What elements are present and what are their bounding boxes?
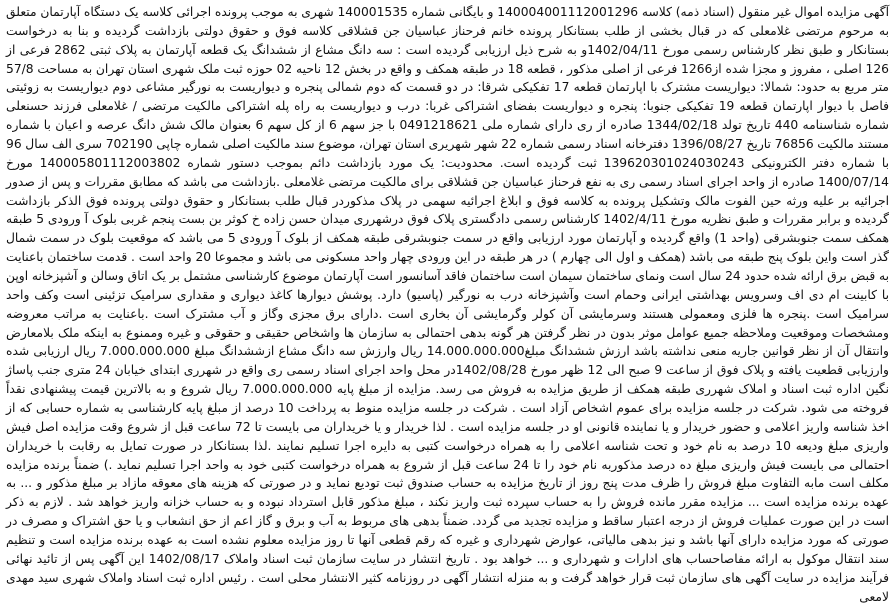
auction-notice-text: آگهی مزایده اموال غیر منقول (اسناد ذمه) کلاسه 140004001112001296 و بایگانی شماره 140001535 شهری به موجب پرونده اجرائی کلاسه یک دستگاه آپارتمان متعلق به مرحوم مرتضی غلامعلی که در قبال بخشی از طلب بستانکار پرونده خانم فرحناز عباسیان جن قشلاقی کلاسه فوق و حقوق دولتی بازداشت گردیده و بنا به درخواست بستانکار و طبق نظر کارشناس رسمی مورخ 1402/04/11و به شرح ذیل ارزیابی گردیده است : سه دانگ مشاع از ششدانگ یک قطعه آپارتمان به پلاک ثبتی 2862 فرعی از 126 اصلی ، مفروز و مجزا شده از1266 فرعی از اصلی مذکور ، قطعه 18 در طبقه همکف و واقع در بخش 12 ناحیه 02 حوزه ثبت ملک شهری استان تهران به مساحت 57/8 متر مربع به حدود: شمالا: دیواریست مشترک با اپارتمان قطعه 17 تفکیکی شرقا: در دو قسمت که دوم شمالی پنجره و دیواریست به نورگیر مشاعی دوم دیواریست به زوئیتی فاصل با دیوار اپارتمان قطعه 19 تفکیکی جنوبا: پنجره و دیواریست بفضای اشتراکی غربا: درب و دیواریست به راه پله اشتراکی مالکیت مرتضی / غلامعلی فرزند حسنعلی شماره شناسنامه 440 تاریخ تولد 1344/02/18 صادره از ری دارای شماره ملی 0491218621 با جز سهم 6 از کل سهم 6 بعنوان مالک شش دانگ عرصه و اعیان با شماره مستند مالکیت 76856 تاریخ 1396/08/27 دفترخانه اسناد رسمی شماره 22 شهر شهریری استان تهران، موضوع سند مالکیت اصلی شماره چاپی 702190 سری الف سال 96 با شماره دفتر الکترونیکی 139620301024030243 ثبت گردیده است. محدودیت: یک مورد بازداشت دائم بموجب دستور شماره 140005801112003802 مورخ 1400/07/14 صادره از واحد اجرای اسناد رسمی ری به نفع فرحناز عباسیان جن قشلاقی برای مالکیت مرتضی غلامعلی .بازداشت می باشد که مطابق مقررات و پس از صدور اجرائیه بر علیه ورثه حین الفوت مالک وتشکیل پرونده به کلاسه فوق و ابلاغ اجرائیه سهمی در پلاک مذکوردر قبال طلب بستانکار و حقوق دولتی پرونده فوق الذکر بازداشت گردیده و برابر مقررات و طبق نظریه مورخ 1402/4/11 کارشناس رسمی دادگستری پلاک فوق درشهرری میدان حسن زاده خ کوثر بن بست پنجم غربی بلوک آ ورودی 5 طبقه همکف سمت جنوبشرقی (واحد 1) واقع گردیده و آپارتمان مورد ارزیابی واقع در سمت جنوبشرقی طبقه همکف از بلوک آ ورودی 5 می باشد که موقعیت بلوک در سمت شمال گذر است واین بلوک پنج طبقه می باشد (همکف و اول الی چهارم ) در هر طبقه در این ورودی چهار واحد مسکونی می باشد و مجموعا 20 واحد است . قدمت ساختمان باعنایت به قبض برق ارائه شده حدود 24 سال است ونمای ساختمان سیمان است ساختمان فاقد آسانسور است آپارتمان موضوع کارشناسی مشتمل بر یک اتاق وسالن و آشپزخانه اوپن با کابینت ام دی اف وسرویس بهداشتی ایرانی وحمام است وآشپزخانه درب به نورگیر (پاسیو) دارد. پوشش دیوارها کاغذ دیواری و مقداری سرامیک تزئینی است وکف واحد سرامیک است .پنجره ها فلزی ومعمولی هستند وسرمایشی آن کولر وگرمایشی آن بخاری است .دارای برق مجزی وگاز و آب مشترک است .باعنایت به مراتب معروضه ومشخصات وموقعیت وملاحظه جمیع عوامل موثر بدون در نظر گرفتن هر گونه بدهی احتمالی به سازمان ها واشخاص حقیقی و حقوقی و غیره وممنوع به اینکه ملک بلامعارض وانتقال آن از نظر قوانین جاریه منعی نداشته باشد ارزش ششدانگ مبلغ14.000.000.000 ریال وارزش سه دانگ مشاع ازششدانگ مبلغ 7.000.000.000 ریال ارزیابی شده وارزیابی قطعیت یافته و پلاک فوق از ساعت 9 صبح الی 12 ظهر مورخ 1402/08/28در محل واحد اجرای اسناد رسمی ری واقع در شهرری ابتدای خیابان 24 متری جنب پاساژ نگین اداره ثبت اسناد و املاک شهرری طبقه همکف از طریق مزایده به فروش می رسد. مزایده از مبلغ پایه 7.000.000.000 ریال شروع و به بالاترین قیمت پیشنهادی نقداً فروخته می شود. شرکت در جلسه مزایده برای عموم اشخاص آزاد است . شرکت در جلسه مزایده منوط به پرداخت 10 درصد از مبلغ پایه کارشناسی به شماره حسابی که از اخذ شناسه واریز اعلامی و حضور خریدار و یا نماینده قانونی او در جلسه مزایده است . لذا خریدار و یا خریداران می بایست تا 72 ساعت قبل از شروع وقت مزایده اصل فیش واریزی مبلغ ودیعه 10 درصد به نام خود و تحت شناسه اعلامی را به همراه درخواست کتبی به دایره اجرا تسلیم نمایند .لذا بستانکار در صورت تمایل به رقابت با خریداران احتمالی می بایست فیش واریزی مبلغ ده درصد مذکوربه نام خود را تا 24 ساعت قبل از شروع به همراه درخواست کتبی خود به واحد اجرا تسلیم نماید .) ضمناً برنده مزایده مکلف است مابه التفاوت مبلغ فروش را ظرف مدت پنج روز از تاریخ مزایده به حساب صندوق ثبت تودیع نماید و در صورتی که هزینه های معوقه مازاد بر مبلغ مذکور و ... به عهده برنده مزایده است ... مزایده مقرر مانده فروش را به حساب سپرده ثبت واریز نکند ، مبلغ مذکور قابل استرداد نبوده و به حساب خزانه واریز خواهد شد . لازم به ذکر است در این صورت عملیات فروش از درجه اعتبار ساقط و مزایده تجدید می گردد. ضمناً بدهی های مربوط به آب و برق و گاز اعم از حق انشعاب و یا حق اشتراک و مصرف در صورتی که مورد مزایده دارای آنها باشد و نیز بدهی مالیاتی، عوارض شهرداری و غیره که رقم قطعی آنها تا روز مزایده معلوم نشده است به عهده برنده مزایده است و تنظیم سند انتقال موکول به ارائه مفاصاحساب های ادارات و شهرداری و ... خواهد بود . تاریخ انتشار در سایت سازمان ثبت اسناد واملاک 1402/08/17 این آگهی پس از تائید نهائی فرآیند مزایده در سایت آگهی های سازمان ثبت قرار خواهد گرفت و به منزله انتشار آگهی در روزنامه کثیر الانتشار محلی است . رئیس اداره ثبت اسناد واملاک شهری سید مهدی لامعی bbox=[6, 5, 890, 604]
